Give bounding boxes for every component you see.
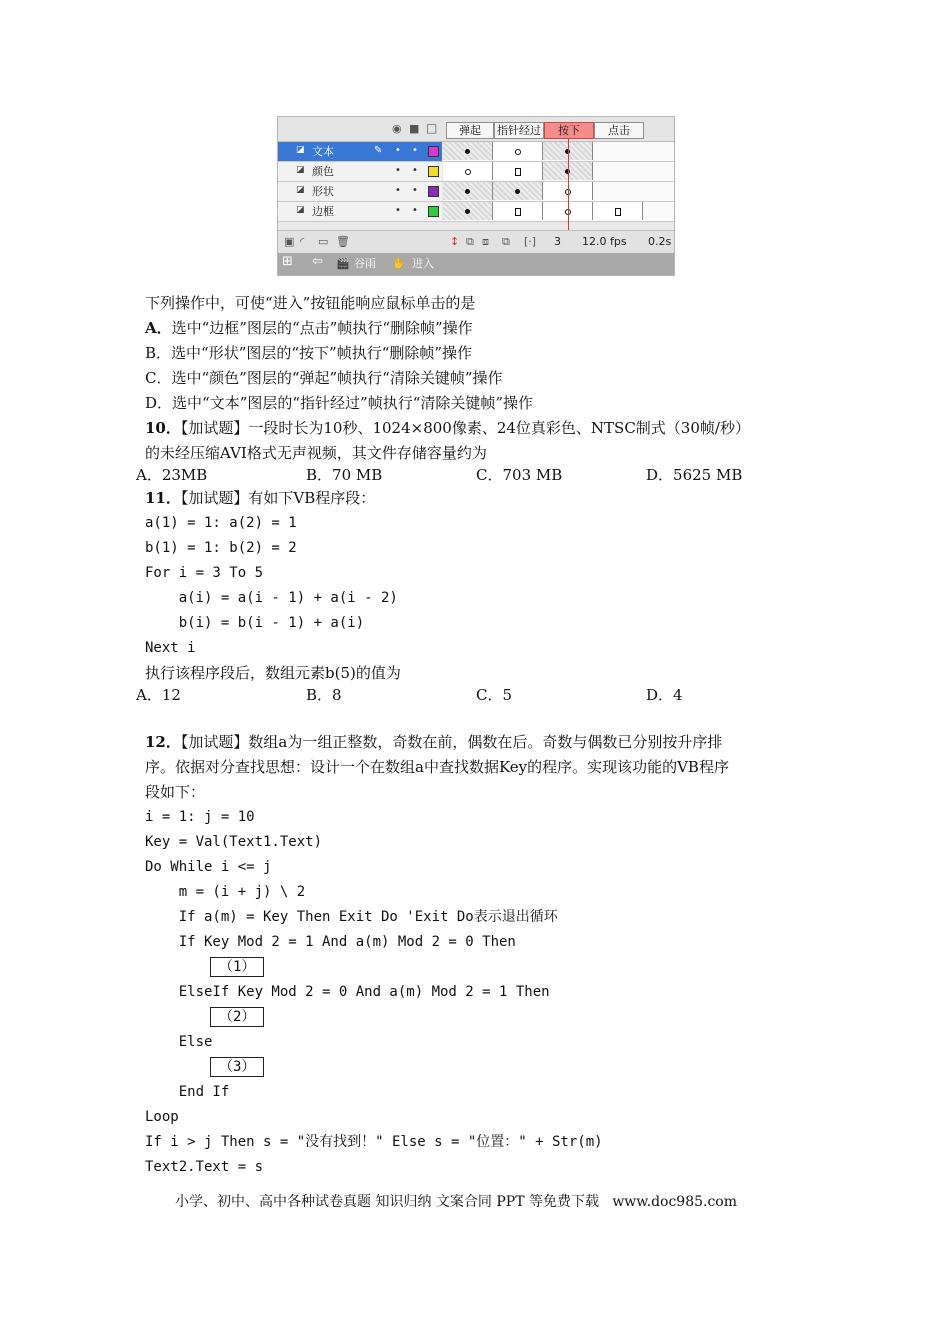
q12-stem-line3: 段如下：	[145, 783, 206, 801]
q11-text: 【加试题】有如下VB程序段：	[180, 489, 376, 507]
flash-timeline-panel	[277, 116, 675, 276]
frame-cell[interactable]	[493, 162, 543, 180]
q12-text: 【加试题】数组a为一组正整数，奇数在前，偶数在后。奇数与偶数已分别按升序排	[180, 733, 723, 751]
code-line: If i > j Then s = "没有找到！" Else s = "位置：" + Str(m)	[145, 1134, 603, 1150]
end-frame	[615, 208, 621, 216]
layer-row-text[interactable]	[278, 142, 674, 162]
layer-color-swatch[interactable]	[428, 166, 439, 177]
q11-option-d: D．4	[646, 686, 683, 704]
layer-header[interactable]	[278, 202, 442, 221]
q11-question: 执行该程序段后，数组元素b(5)的值为	[145, 664, 401, 682]
onion-outline-icon[interactable]: ⧈	[482, 235, 489, 248]
code-line: Else	[145, 1034, 213, 1050]
timeline-toggle-icon[interactable]: ⊞	[282, 254, 293, 269]
frame-tab-down[interactable]: 按下	[544, 122, 594, 139]
visibility-dot[interactable]: •	[395, 185, 401, 196]
frame-cells[interactable]	[443, 182, 674, 201]
current-frame: 3	[554, 235, 561, 248]
lock-dot[interactable]: •	[412, 205, 418, 216]
keyframe	[515, 189, 520, 194]
timeline-footer	[278, 230, 674, 253]
frame-cells[interactable]	[443, 162, 674, 181]
end-frame	[515, 208, 521, 216]
option-label: D．	[145, 394, 173, 412]
code-line: If a(m) = Key Then Exit Do 'Exit Do表示退出循环	[145, 909, 558, 925]
layer-name: 形状	[312, 185, 334, 198]
lock-dot[interactable]: •	[412, 165, 418, 176]
q11-option-b: B．8	[306, 686, 342, 704]
frame-cell[interactable]	[493, 202, 543, 220]
q10-option-c: C．703 MB	[476, 466, 563, 484]
frame-tab-up[interactable]: 弹起	[446, 122, 494, 139]
option-label: B．	[145, 344, 172, 362]
frame-cell[interactable]	[493, 142, 543, 160]
frame-tab-over[interactable]: 指针经过	[494, 122, 544, 139]
trash-icon[interactable]: 🗑	[336, 235, 350, 248]
question-number: 12．	[145, 733, 181, 751]
q11-stem	[145, 488, 375, 508]
new-layer-icon[interactable]: ▣	[284, 235, 295, 248]
option-text: 选中“形状”图层的“按下”帧执行“删除帧”操作	[171, 344, 473, 362]
keyframe	[465, 149, 470, 154]
breadcrumb-symbol[interactable]: 进入	[412, 257, 434, 270]
q9-option-c	[145, 368, 503, 388]
q10-option-d: D．5625 MB	[646, 466, 743, 484]
visibility-dot[interactable]: •	[395, 165, 401, 176]
layer-icon: ◪	[296, 205, 305, 215]
code-line: b(i) = b(i - 1) + a(i)	[145, 615, 365, 631]
question-number: 10．	[145, 419, 181, 437]
outline-icon[interactable]: □	[426, 121, 438, 135]
frame-cells[interactable]	[443, 202, 674, 221]
layer-row-border[interactable]	[278, 202, 674, 222]
blank-1-line	[210, 956, 264, 977]
blank-keyframe	[465, 169, 471, 175]
center-frame-icon[interactable]: ↕	[450, 235, 460, 248]
q9-option-d	[145, 393, 533, 413]
option-label: C．	[145, 369, 172, 387]
layer-header[interactable]	[278, 162, 442, 181]
blank-3-line	[210, 1056, 264, 1077]
breadcrumb-scene[interactable]: 谷雨	[354, 257, 376, 270]
edit-multiple-icon[interactable]: ⧉	[502, 235, 510, 248]
frame-rate[interactable]: 12.0 fps	[582, 235, 627, 248]
q10-option-a: A．23MB	[136, 466, 208, 484]
code-line: For i = 3 To 5	[145, 565, 264, 581]
elapsed-time: 0.2s	[648, 235, 672, 248]
eye-icon[interactable]: ◉	[392, 122, 402, 135]
lock-dot[interactable]: •	[412, 145, 418, 156]
layer-color-swatch[interactable]	[428, 146, 439, 157]
scene-icon: 🎬	[336, 257, 350, 270]
page-footer[interactable]: 小学、初中、高中各种试卷真题 知识归纳 文案合同 PPT 等免费下载 www.doc985.com	[175, 1194, 738, 1210]
lock-icon[interactable]: ■	[409, 122, 420, 135]
visibility-dot[interactable]: •	[395, 205, 401, 216]
question-number: 11．	[145, 489, 181, 507]
layer-icon: ◪	[296, 185, 305, 195]
option-text: 选中“颜色”图层的“弹起”帧执行“清除关键帧”操作	[171, 369, 503, 387]
new-folder-icon[interactable]: ▭	[318, 235, 329, 248]
back-arrow-icon[interactable]: ⇦	[312, 254, 323, 269]
q10-stem-line2: 的未经压缩AVI格式无声视频，其文件存储容量约为	[145, 444, 487, 462]
code-line: Loop	[145, 1109, 179, 1125]
frame-tab-hit[interactable]: 点击	[594, 122, 644, 139]
code-line: m = (i + j) \ 2	[145, 884, 306, 900]
blank-2-line	[210, 1006, 264, 1027]
pencil-icon: ✎	[374, 145, 383, 156]
frame-cell[interactable]	[593, 202, 643, 220]
q12-stem-line1	[145, 732, 722, 752]
q10-text: 【加试题】一段时长为10秒、1024×800像素、24位真彩色、NTSC制式（30帧/秒）	[180, 419, 750, 437]
code-line: Do While i <= j	[145, 859, 272, 875]
code-line: ElseIf Key Mod 2 = 0 And a(m) Mod 2 = 1 Then	[145, 984, 550, 1000]
keyframe	[465, 209, 470, 214]
layer-row-shape[interactable]	[278, 182, 674, 202]
frame-cells[interactable]	[443, 142, 674, 161]
option-text: 选中“文本”图层的“指针经过”帧执行“清除关键帧”操作	[172, 394, 534, 412]
lock-dot[interactable]: •	[412, 185, 418, 196]
visibility-dot[interactable]: •	[395, 145, 401, 156]
code-line: Text2.Text = s	[145, 1159, 264, 1175]
answer-blank-2[interactable]: （2）	[210, 1007, 264, 1027]
code-line: If Key Mod 2 = 1 And a(m) Mod 2 = 0 Then	[145, 934, 516, 950]
q9-option-a	[145, 318, 473, 338]
modify-markers-icon[interactable]: [·]	[524, 235, 537, 248]
layer-icon: ◪	[296, 145, 305, 155]
answer-blank-3[interactable]: （3）	[210, 1057, 264, 1077]
layer-row-color[interactable]	[278, 162, 674, 182]
layer-header[interactable]	[278, 182, 442, 201]
q10-option-b: B．70 MB	[306, 466, 383, 484]
q12-stem-line2: 序。依据对分查找思想：设计一个在数组a中查找数据Key的程序。实现该功能的VB程序	[145, 758, 729, 776]
edit-bar	[278, 253, 674, 275]
code-line: a(i) = a(i - 1) + a(i - 2)	[145, 590, 398, 606]
layer-color-swatch[interactable]	[428, 186, 439, 197]
layer-name: 颜色	[312, 165, 334, 178]
code-line: a(1) = 1: a(2) = 1	[145, 515, 297, 531]
code-line: Next i	[145, 640, 196, 656]
onion-skin-icon[interactable]: ⧉	[466, 235, 474, 248]
end-frame	[515, 168, 521, 176]
q11-option-a: A．12	[136, 686, 181, 704]
layer-header[interactable]	[278, 142, 442, 161]
keyframe	[465, 189, 470, 194]
layer-name: 边框	[312, 205, 334, 218]
frame-cell[interactable]	[443, 162, 493, 180]
motion-guide-icon[interactable]: ◜	[300, 235, 305, 248]
code-line: End If	[145, 1084, 230, 1100]
frame-cell[interactable]	[443, 202, 493, 220]
code-line: b(1) = 1: b(2) = 2	[145, 540, 297, 556]
layer-icon: ◪	[296, 165, 305, 175]
frame-cell[interactable]	[443, 142, 493, 160]
answer-blank-1[interactable]: （1）	[210, 957, 264, 977]
code-line: Key = Val(Text1.Text)	[145, 834, 323, 850]
playhead[interactable]	[568, 139, 569, 239]
blank-keyframe	[515, 149, 521, 155]
layer-name: 文本	[312, 145, 334, 158]
frame-cell[interactable]	[493, 182, 543, 200]
option-label: A．	[145, 319, 172, 337]
q9-option-b	[145, 343, 472, 363]
button-symbol-icon: ✋	[392, 257, 406, 270]
q9-stem: 下列操作中，可使“进入”按钮能响应鼠标单击的是	[145, 294, 476, 312]
layer-color-swatch[interactable]	[428, 206, 439, 217]
option-text: 选中“边框”图层的“点击”帧执行“删除帧”操作	[171, 319, 473, 337]
frame-cell[interactable]	[443, 182, 493, 200]
q10-stem-line1	[145, 418, 750, 438]
code-line: i = 1: j = 10	[145, 809, 255, 825]
timeline-header	[278, 117, 674, 142]
q11-option-c: C．5	[476, 686, 513, 704]
